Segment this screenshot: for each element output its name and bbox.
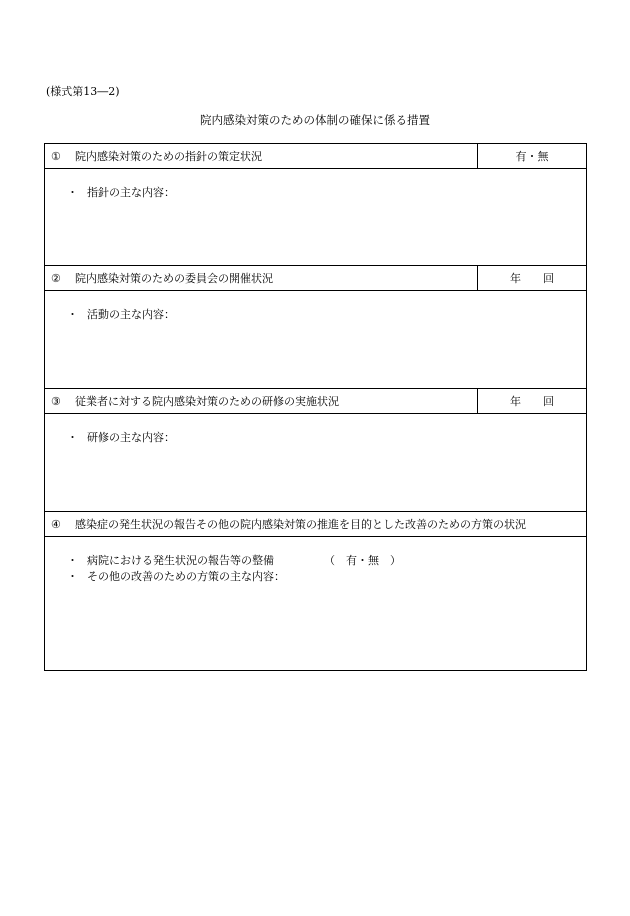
list-item xyxy=(67,553,586,569)
page-title: 院内感染対策のための体制の確保に係る措置 xyxy=(200,113,430,127)
section-4-body xyxy=(45,537,586,670)
section-1-answer: 有・無 xyxy=(477,144,586,168)
section-1-question: 院内感染対策のための指針の策定状況 xyxy=(75,150,262,163)
section-4-yes-no-choice: （ 有・無 ） xyxy=(324,554,401,567)
measures-table xyxy=(44,143,587,671)
section-4-number: ④ xyxy=(51,517,61,531)
section-3-answer: 年 回 xyxy=(477,389,586,413)
list-item xyxy=(67,185,586,201)
bullet-icon: ・ xyxy=(67,308,78,321)
section-4-question: 感染症の発生状況の報告その他の院内感染対策の推進を目的とした改善のための方策の状況 xyxy=(75,518,526,531)
bullet-icon: ・ xyxy=(67,186,78,199)
section-1-bullet-1-text: 指針の主な内容： xyxy=(87,186,175,199)
section-4-header xyxy=(45,512,586,537)
bullet-icon: ・ xyxy=(67,554,78,567)
list-item xyxy=(67,569,586,585)
bullet-icon: ・ xyxy=(67,570,78,583)
section-1-body xyxy=(45,169,586,266)
section-2-number: ② xyxy=(51,271,61,285)
section-3-number: ③ xyxy=(51,394,61,408)
section-2-question: 院内感染対策のための委員会の開催状況 xyxy=(75,272,273,285)
section-2-answer: 年 回 xyxy=(477,266,586,290)
section-4-bullet-2-text: その他の改善のための方策の主な内容： xyxy=(87,570,285,583)
bullet-icon: ・ xyxy=(67,431,78,444)
section-3-header xyxy=(45,389,586,414)
section-1-header xyxy=(45,144,586,169)
section-2-body xyxy=(45,291,586,389)
list-item xyxy=(67,430,586,446)
section-2-bullet-1-text: 活動の主な内容： xyxy=(87,308,175,321)
section-4-bullet-1-text: 病院における発生状況の報告等の整備 xyxy=(87,554,274,567)
section-2-header xyxy=(45,266,586,291)
section-3-body xyxy=(45,414,586,512)
section-3-bullet-1-text: 研修の主な内容： xyxy=(87,431,175,444)
form-number: (様式第13―2) xyxy=(46,85,120,98)
section-1-number: ① xyxy=(51,149,61,163)
section-3-question: 従業者に対する院内感染対策のための研修の実施状況 xyxy=(75,395,339,408)
list-item xyxy=(67,307,586,323)
